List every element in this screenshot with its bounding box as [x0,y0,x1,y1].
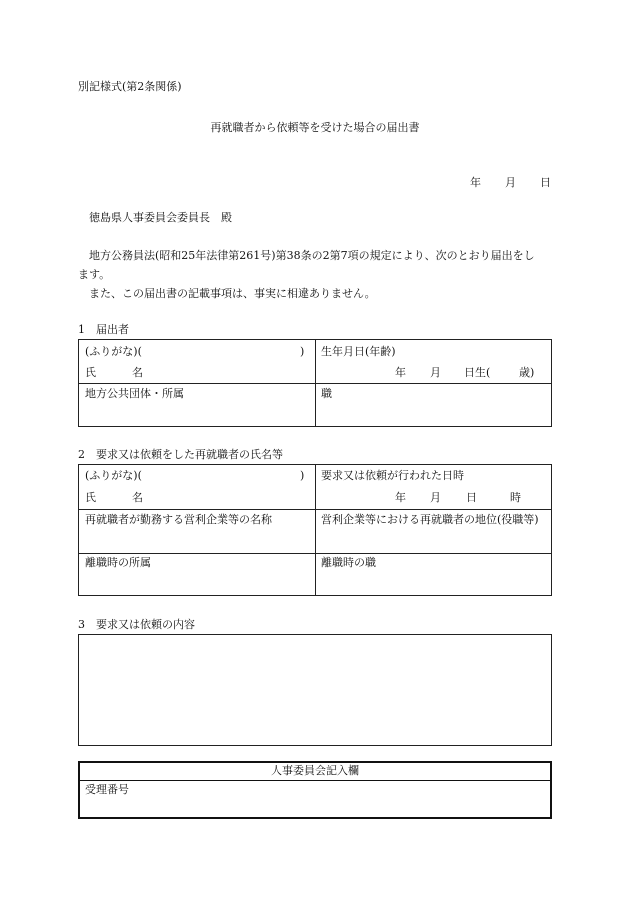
s2-name-label-2: 名 [132,491,143,504]
s1-birth-year: 年 [395,366,406,379]
s2-former-dept-label: 離職時の所属 [85,556,151,569]
section-3-content-box [78,634,552,746]
body-paragraph-2: また、この届出書の記載事項は、事実に相違ありません。 [89,287,376,300]
section-2-col-divider [315,464,316,596]
s1-furigana-open: (ふりがな)( [85,345,142,358]
date-day-label: 日 [540,176,551,189]
date-month-label: 月 [505,176,516,189]
s2-furigana-open: (ふりがな)( [85,469,142,482]
s1-birth-label: 生年月日(年齢) [321,345,396,358]
s2-name-label-1: 氏 [85,491,96,504]
section-2-heading: 2 要求又は依頼をした再就職者の氏名等 [78,448,283,461]
section-1-heading: 1 届出者 [78,323,129,336]
s1-org-label: 地方公共団体・所属 [85,387,184,400]
s1-post-label: 職 [321,387,332,400]
section-2-row-divider-1 [78,509,552,510]
office-use-divider [78,780,552,781]
date-year-label: 年 [470,176,481,189]
s2-furigana-close: ) [300,469,305,482]
addressee: 徳島県人事委員会委員長 殿 [89,211,232,224]
section-3-heading: 3 要求又は依頼の内容 [78,618,195,631]
body-paragraph-1-line-2: ます。 [78,268,111,281]
s2-dt-hour: 時 [510,491,521,504]
s2-position-label: 営利企業等における再就職者の地位(役職等) [321,513,539,526]
s2-dt-year: 年 [395,491,406,504]
s1-name-label-2: 名 [132,366,143,379]
document-title: 再就職者から依頼等を受けた場合の届出書 [210,121,420,134]
s1-birth-day: 日生( [464,366,491,379]
s2-dt-month: 月 [430,491,441,504]
s1-birth-age: 歳) [519,366,535,379]
receipt-number-label: 受理番号 [85,783,129,796]
s2-former-post-label: 離職時の職 [321,556,376,569]
s1-birth-month: 月 [430,366,441,379]
s2-company-label: 再就職者が勤務する営利企業等の名称 [85,513,272,526]
s1-name-label-1: 氏 [85,366,96,379]
s2-dt-day: 日 [466,491,477,504]
s2-datetime-label: 要求又は依頼が行われた日時 [321,469,464,482]
s1-furigana-close: ) [300,345,305,358]
section-2-row-divider-2 [78,553,552,554]
section-1-row-divider [78,383,552,384]
form-label: 別記様式(第2条関係) [78,80,182,93]
body-paragraph-1-line-1: 地方公務員法(昭和25年法律第261号)第38条の2第7項の規定により、次のとおり届出をし [89,249,535,262]
office-use-title: 人事委員会記入欄 [271,764,359,777]
